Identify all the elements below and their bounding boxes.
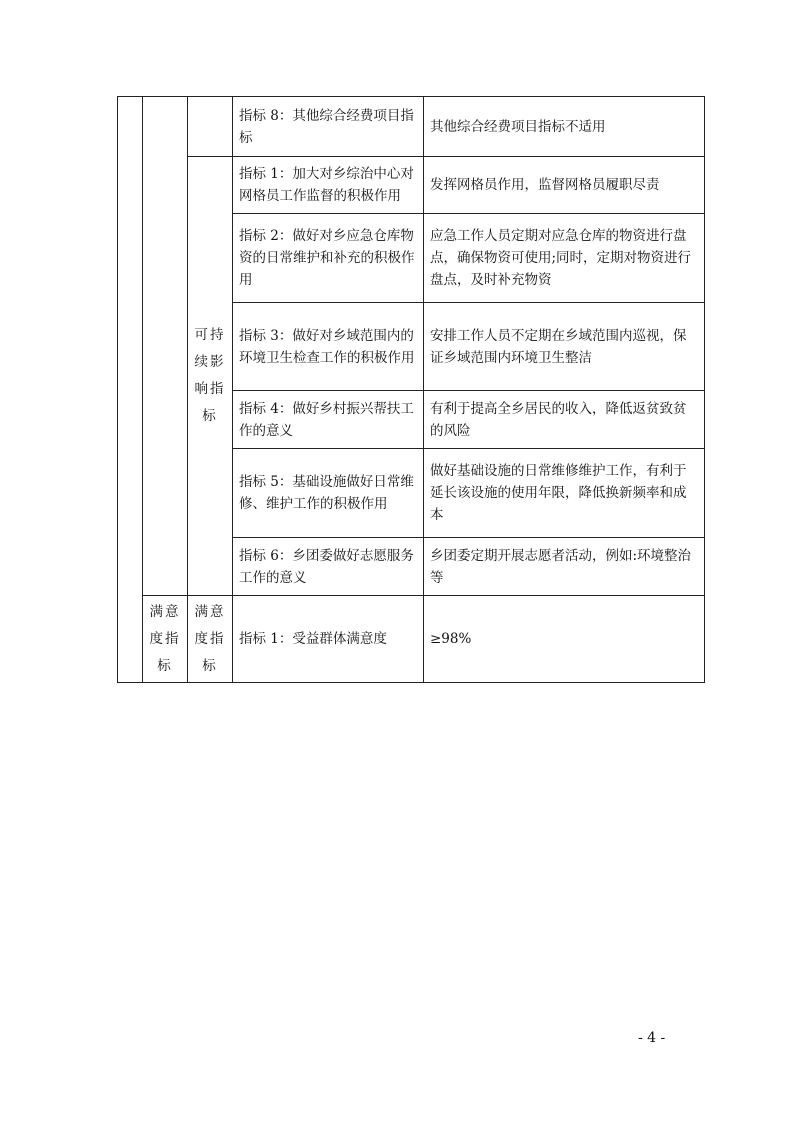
indicator-value-cell: 安排工作人员不定期在乡域范围内巡视，保证乡域范围内环境卫生整洁 [424, 303, 705, 391]
indicator-value-cell: 应急工作人员定期对应急仓库的物资进行盘点，确保物资可使用;同时，定期对物资进行盘点，及时补充物资 [424, 214, 705, 303]
indicator-value-cell: 乡团委定期开展志愿者活动，例如:环境整治等 [424, 538, 705, 596]
indicator-cell: 指标 6：乡团委做好志愿服务工作的意义 [233, 538, 424, 596]
indicator-cell: 指标 1：加大对乡综治中心对网格员工作监督的积极作用 [233, 157, 424, 214]
indicator-value-cell: 其他综合经费项目指标不适用 [424, 97, 705, 157]
satisfaction-level1-cell [143, 596, 188, 683]
indicator-cell: 指标 4：做好乡村振兴帮扶工作的意义 [233, 391, 424, 449]
indicator-value-cell: 有利于提高全乡居民的收入，降低返贫致贫的风险 [424, 391, 705, 449]
indicator-cell: 指标 8：其他综合经费项目指标 [233, 97, 424, 157]
table-row [118, 596, 705, 683]
sustainability-category-cell [188, 157, 233, 596]
page-number: - 4 - [638, 1030, 666, 1046]
satisfaction-level2-cell [188, 596, 233, 683]
indicator-value-cell: 做好基础设施的日常维修维护工作，有利于延长该设施的使用年限，降低换新频率和成本 [424, 449, 705, 538]
satisfaction-level2-label: 满意度指标 [194, 603, 226, 674]
sustainability-category-label: 可持续影响指标 [194, 327, 226, 424]
indicator-cell: 指标 1：受益群体满意度 [233, 596, 424, 683]
table-row [118, 157, 705, 214]
level2-category-cell [188, 97, 233, 157]
table-row [118, 97, 705, 157]
indicator-cell: 指标 3：做好对乡域范围内的环境卫生检查工作的积极作用 [233, 303, 424, 391]
indicator-value-cell: 发挥网格员作用，监督网格员履职尽责 [424, 157, 705, 214]
indicator-table [117, 96, 705, 683]
indicator-cell: 指标 2：做好对乡应急仓库物资的日常维护和补充的积极作用 [233, 214, 424, 303]
outer-category-cell [118, 97, 143, 683]
level1-category-cell [143, 97, 188, 596]
indicator-value-cell: ≥98% [424, 596, 705, 683]
indicator-cell: 指标 5：基础设施做好日常维修、维护工作的积极作用 [233, 449, 424, 538]
satisfaction-level1-label: 满意度指标 [149, 603, 181, 674]
